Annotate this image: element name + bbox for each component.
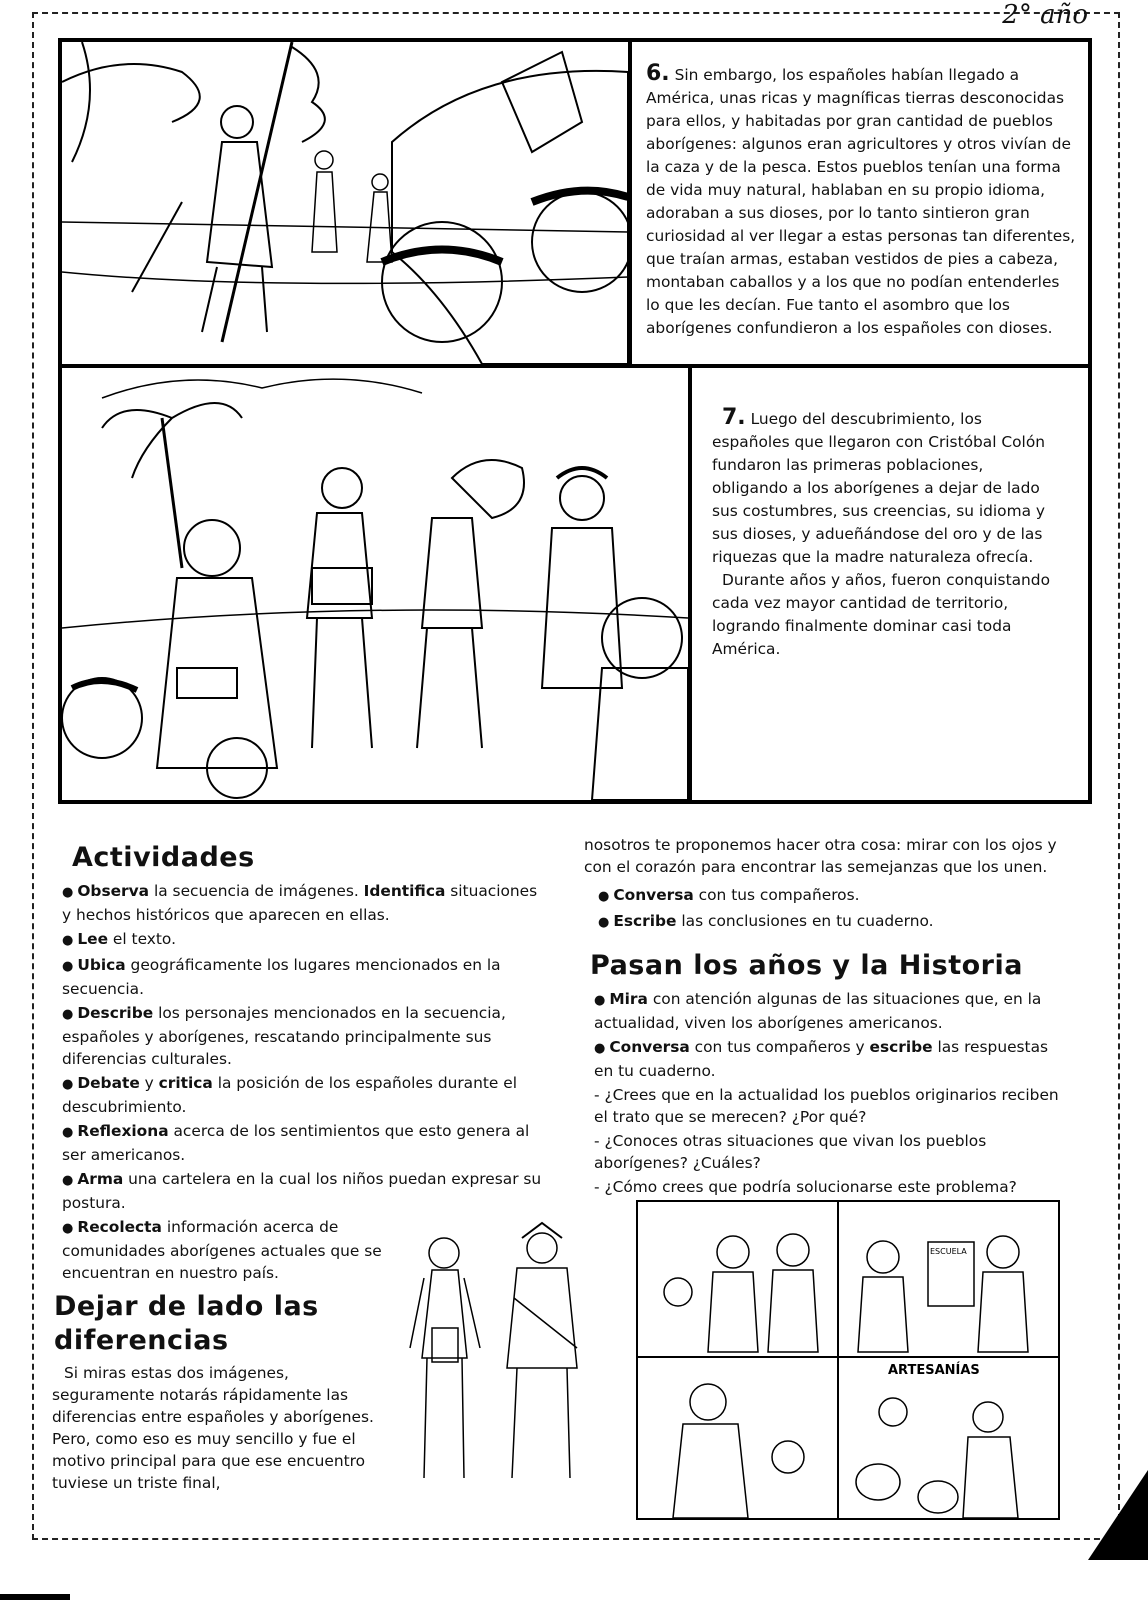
illustration-columbus-landing [62, 42, 632, 364]
illustration-two-figures [402, 1218, 598, 1488]
conversa-item: ● Conversa con tus compañeros. [584, 884, 1078, 908]
escribe-item: ● Escribe las conclusiones en tu cuaderno. [584, 910, 1078, 934]
story-number-6: 6. [646, 61, 670, 86]
corner-label: 2° año [1002, 0, 1088, 30]
story-body-6: Sin embargo, los españoles habían llegado a América, unas ricas y magníficas tierras desconocidas para ellos, y habitadas por gran cantidad de pueblos aborígenes: algunos eran agricultores y otros vivían de la caza y de la pesca. Estos pueblos tenían una forma de vida muy natural, hablaban en su propio idioma, adoraban a sus dioses, por lo tanto sintieron gran curiosidad al ver llegar a estas personas tan diferentes, que traían armas, estaban vestidos de pies a cabeza, montaban caballos y a los que no podían entenderles lo que les decían. Fue tanto el asombro que los aborígenes confundieron a los españoles con dioses. [646, 66, 1076, 337]
activity-item: ● Recolecta información acerca de comunidades aborígenes actuales que se encuentran en nuestro país. [48, 1216, 392, 1284]
page-corner-shadow [1088, 1470, 1148, 1560]
illustration-modern-situations [636, 1200, 1060, 1520]
dejar-text: Si miras estas dos imágenes, seguramente notarás rápidamente las diferencias entre españoles y aborígenes. Pero, como eso es muy sencillo y fue el motivo principal para que ese encuentro tuviese un triste final, [52, 1364, 374, 1492]
story-body-7a: Luego del descubrimiento, los españoles que llegaron con Cristóbal Colón fundaron las primeras poblaciones, obligando a los aborígenes a dejar de lado sus costumbres, sus creencias, su idioma y sus dioses, y adueñándose del oro y de las riquezas que la madre naturaleza ofrecía. [712, 410, 1046, 566]
story-text-6 [646, 62, 1076, 340]
activity-item: ● Lee el texto. [48, 928, 548, 952]
story-number-7: 7. [722, 405, 746, 430]
story-body-7b: Durante años y años, fueron conquistando cada vez mayor cantidad de territorio, logrando finalmente dominar casi toda América. [712, 571, 1050, 658]
question-item: - ¿Conoces otras situaciones que vivan los pueblos aborígenes? ¿Cuáles? [594, 1132, 987, 1172]
activity-item: ● Describe los personajes mencionados en la secuencia, españoles y aborígenes, rescatando principalmente sus diferencias culturales. [48, 1002, 548, 1070]
activity-item: ● Arma una cartelera en la cual los niños puedan expresar su postura. [48, 1168, 548, 1214]
activity-item: ● Reflexiona acerca de los sentimientos que esto genera al ser americanos. [48, 1120, 548, 1166]
escuela-sign: ESCUELA [930, 1247, 967, 1256]
story-panel-7 [58, 364, 1092, 804]
illustration-conquest [62, 368, 692, 800]
conversa-escribe-item: ● Conversa con tus compañeros y escribe las respuestas en tu cuaderno. [580, 1036, 1070, 1082]
activity-item: ● Observa la secuencia de imágenes. Identifica situaciones y hechos históricos que aparecen en ellas. [48, 880, 548, 926]
activity-item: ● Ubica geográficamente los lugares mencionados en la secuencia. [48, 954, 548, 1000]
question-item: - ¿Crees que en la actualidad los pueblos originarios reciben el trato que se merecen? ¿Por qué? [594, 1086, 1059, 1126]
pasan-heading: Pasan los años y la Historia [590, 950, 1023, 981]
pasan-list [580, 988, 1070, 1200]
activity-item: ● Debate y critica la posición de los españoles durante el descubrimiento. [48, 1072, 548, 1118]
continuation-text: nosotros te proponemos hacer otra cosa: mirar con los ojos y con el corazón para encontrar las semejanzas que los unen. [584, 836, 1057, 876]
story-text-7 [712, 406, 1062, 661]
dejar-heading: Dejar de lado las diferencias [54, 1291, 319, 1356]
mira-item: ● Mira con atención algunas de las situaciones que, en la actualidad, viven los aborígenes americanos. [580, 988, 1070, 1034]
right-column-top [584, 834, 1078, 936]
actividades-heading: Actividades [72, 842, 255, 873]
story-panel-6 [58, 38, 1092, 368]
bottom-edge-mark [0, 1594, 70, 1600]
question-item: - ¿Cómo crees que podría solucionarse este problema? [594, 1178, 1017, 1196]
artesanias-sign: ARTESANÍAS [888, 1363, 980, 1378]
